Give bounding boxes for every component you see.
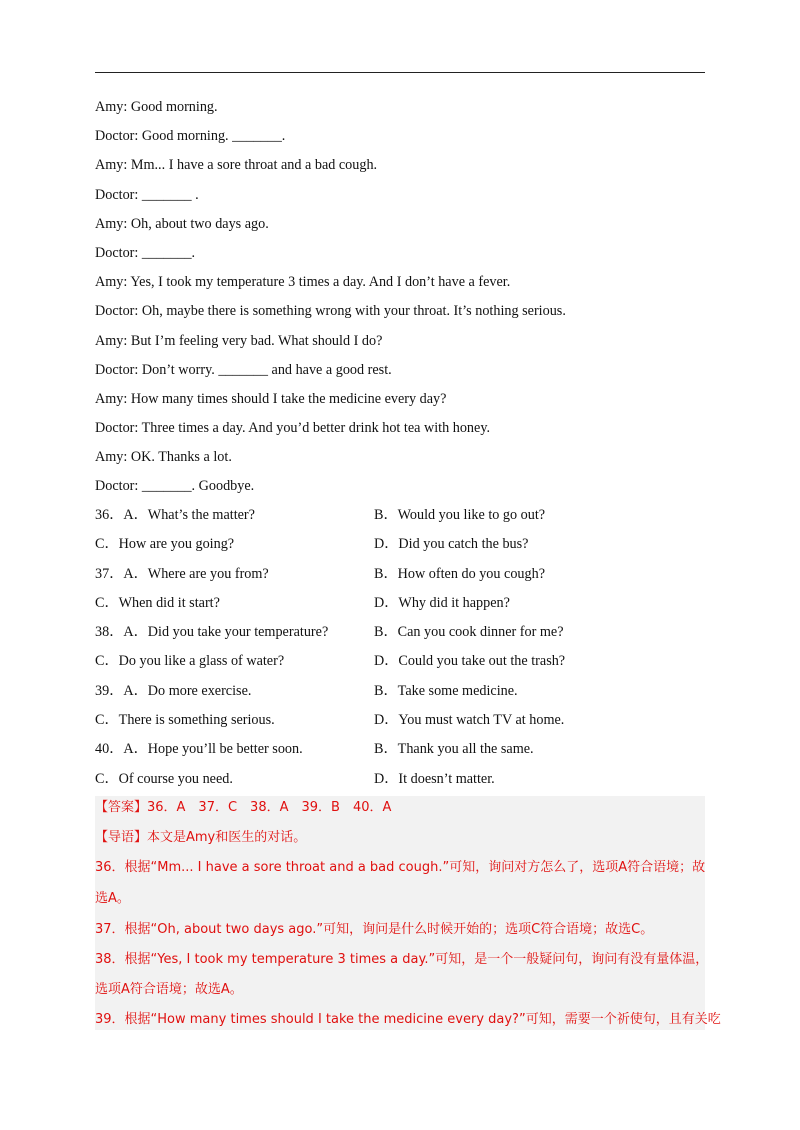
option-left: 38．A．Did you take your temperature? (95, 624, 329, 641)
dialogue-line: Amy: Good morning. (95, 99, 218, 115)
option-right: D．Could you take out the trash? (374, 653, 566, 670)
option-right: B．Thank you all the same. (374, 741, 534, 758)
dialogue-line: Doctor: Three times a day. And you’d better drink hot tea with honey. (95, 420, 491, 437)
option-left: 39．A．Do more exercise. (95, 682, 252, 699)
dialogue-line: Doctor: _______. (95, 244, 196, 261)
option-row (95, 681, 705, 710)
dialogue-line: Doctor: Don’t worry. _______ and have a good rest. (95, 361, 392, 378)
dialogue-line: Doctor: Oh, maybe there is something wrong with your throat. It’s nothing serious. (95, 303, 566, 320)
option-row (95, 651, 705, 680)
option-row (95, 622, 705, 651)
option-row (95, 710, 705, 739)
option-row (95, 534, 705, 563)
option-row (95, 505, 705, 534)
option-right: D．You must watch TV at home. (374, 712, 565, 729)
option-right: B．How often do you cough? (374, 565, 546, 582)
answer-explanation: 38．根据“Yes, I took my temperature 3 times a day.”可知，是一个一般疑问句，询问有没有量体温， (95, 952, 709, 967)
answer-explanation: 36．根据“Mm... I have a sore throat and a bad cough.”可知，询问对方怎么了，选项A符合语境；故 (95, 860, 706, 875)
option-row (95, 564, 705, 593)
option-right: D．It doesn’t matter. (374, 770, 495, 787)
answer-explanation: 选项A符合语境；故选A。 (95, 982, 243, 997)
option-left: 36．A．What’s the matter? (95, 507, 255, 523)
dialogue-line: Amy: OK. Thanks a lot. (95, 449, 232, 466)
option-right: D．Why did it happen? (374, 594, 510, 611)
answer-panel (95, 796, 721, 1030)
answer-explanation: 选A。 (95, 891, 130, 906)
dialogue-line: Amy: Oh, about two days ago. (95, 215, 269, 232)
option-left: 40．A．Hope you’ll be better soon. (95, 741, 303, 758)
option-right: B．Can you cook dinner for me? (374, 624, 564, 641)
dialogue-line: Amy: But I’m feeling very bad. What should I do? (95, 332, 383, 349)
option-left: C．Do you like a glass of water? (95, 653, 285, 670)
answer-explanation: 37．根据“Oh, about two days ago.”可知，询问是什么时候开始的；选项C符合语境；故选C。 (95, 922, 654, 937)
option-row (95, 593, 705, 622)
option-row (95, 769, 705, 798)
option-left: C．How are you going? (95, 536, 235, 553)
option-left: C．Of course you need. (95, 770, 233, 787)
option-row (95, 739, 705, 768)
answer-key: 【答案】36．A 37．C 38．A 39．B 40．A (95, 800, 392, 815)
dialogue-line: Doctor: _______ . (95, 186, 199, 203)
option-left: C．There is something serious. (95, 712, 275, 729)
dialogue-line: Doctor: Good morning. _______. (95, 128, 286, 145)
option-left: C．When did it start? (95, 594, 220, 611)
dialogue-line: Amy: How many times should I take the medicine every day? (95, 390, 447, 407)
answer-intro: 【导语】本文是Amy和医生的对话。 (95, 830, 307, 845)
options-list (95, 505, 705, 798)
dialogue-line: Amy: Yes, I took my temperature 3 times a day. And I don’t have a fever. (95, 274, 511, 291)
header-rule (95, 72, 705, 73)
option-right: D．Did you catch the bus? (374, 536, 529, 553)
option-right: B．Would you like to go out? (374, 507, 546, 523)
dialogue-line: Doctor: _______. Goodbye. (95, 478, 255, 495)
dialogue (95, 97, 705, 506)
answer-explanation: 39．根据“How many times should I take the medicine every day?”可知，需要一个祈使句，且有关吃 (95, 1012, 721, 1027)
dialogue-line: Amy: Mm... I have a sore throat and a bad cough. (95, 157, 378, 174)
option-left: 37．A．Where are you from? (95, 565, 269, 582)
option-right: B．Take some medicine. (374, 682, 518, 699)
